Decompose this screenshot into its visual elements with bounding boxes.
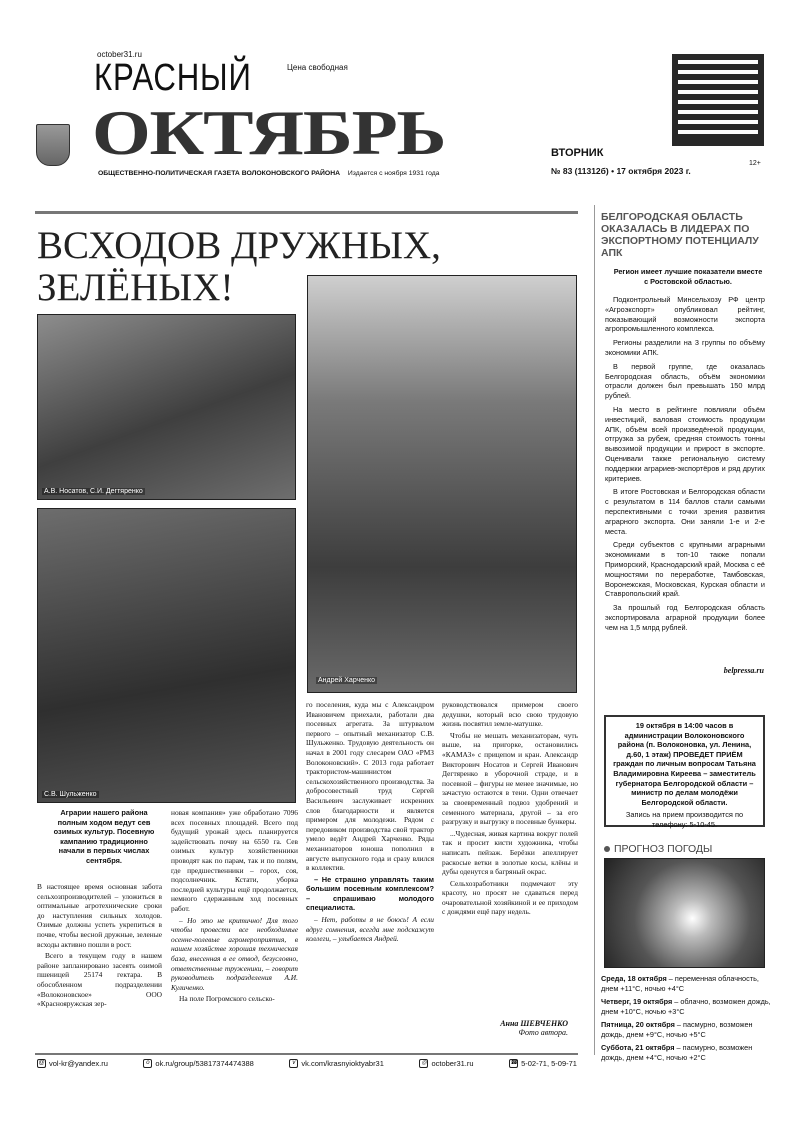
vk-icon: v <box>289 1059 298 1068</box>
paragraph: В итоге Ростовская и Белгородская области с результатом в 114 баллов стали самыми перспективными с точки зрения развития аграрного экспорта. Они заняли 1-е и 2-е места. <box>605 487 765 536</box>
email-icon: @ <box>38 1060 45 1066</box>
newspaper-subtitle <box>98 170 439 177</box>
footer-divider <box>35 1053 578 1055</box>
since-text: Издается с ноября 1931 года <box>347 170 440 177</box>
weather-photo <box>604 858 765 968</box>
paragraph: В первой группе, где оказалась Белгородская область, объём экономики отрасли должен был превышать 150 млрд рублей. <box>605 361 765 401</box>
photo-tractor-driver <box>37 508 296 803</box>
paragraph: – Но это не критично! Для того чтобы провести все необходимые осенне-полевые агромероприятия, в нашем хозяйстве хорошая техническая база, внесенная в ее отвод, безусловно, ответственные труженики, – говорит руководитель подразделения А.И. Куличенко. <box>171 915 298 992</box>
weather-day: Пятница, 20 октября – пасмурно, возможен дождь, днем +9°С, ночью +5°С <box>601 1020 753 1039</box>
footer-vk[interactable]: v vk.com/krasnyioktyabr31 <box>289 1059 384 1068</box>
right-news-body <box>605 295 765 665</box>
paragraph: Сельхозработники подмечают эту красоту, но просят не сдаваться перед очаровательной хозяйкиной и ее приходом с дождями ещё пару недель. <box>442 878 578 917</box>
phone-icon: ☎ <box>510 1060 518 1066</box>
paragraph: Всего в текущем году в нашем районе запланировано засеять озимой пшеницей 25174 гектара. В обособленном подразделении «Волоконовское» ООО «Краснояружская зер- <box>37 951 162 1009</box>
newspaper-title-top: КРАСНЫЙ <box>94 57 252 99</box>
paragraph: го поселения, куда мы с Александром Ивановичем приехали, работали два посевных агрегата. За штурвалом первого – опытный механизатор С.В. Шульженко. Трудовую деятельность он начал в 2001 году слесарем ОАО «РМЗ Волоконовский». С 2013 года работает трактористом-машинистом сельскохозяйственного производства. За добросовестный труд Сергей Васильевич заслуживает искренних слов благодарности и является примером для молодежи. Рядом с передовиком производства свой трактор умело ведёт Андрей Харченко. Ряды механизаторов юноша пополнил в августе выпускного года и сразу влился в коллектив. <box>306 700 434 873</box>
right-news-source: belpressa.ru <box>723 666 764 675</box>
issue-info: № 83 (11312б) • 17 октября 2023 г. <box>551 166 691 176</box>
right-column-divider <box>594 205 595 1055</box>
article-column-1 <box>37 882 162 1040</box>
article-column-3 <box>306 700 434 1040</box>
paragraph: Чтобы не мешать механизаторам, чуть выше, на пригорке, остановились «КАМАЗ» с прицепом и кран. Александр Викторович Носатов и Сергей Иванович Дегтяренко в уборочной страде, и в посевной – фигуры не менее значимые, но зачастую остаются в тени. Одни отвечает за своевременный подвоз удобрений и семенного материала, другой – за его разгрузку и выгрузку в посевные бункеры. <box>442 730 578 827</box>
weather-forecast <box>601 974 771 1066</box>
price-label: Цена свободная <box>287 63 348 72</box>
article-author <box>442 1019 568 1037</box>
author-name: Анна ШЕВЧЕНКО <box>500 1019 568 1028</box>
photo-truck-workers <box>37 314 296 500</box>
paragraph: В настоящее время основная забота сельхозпроизводителей – уложиться в оптимальные агротехнические сроки до наступления сильных холодов. Озимые должны успеть укрепиться в почве, чтобы весной дружные, зеленые всходы активно пошли в рост. <box>37 882 162 949</box>
article-column-4 <box>442 700 578 1018</box>
paragraph: На поле Погромского сельско- <box>179 994 275 1004</box>
right-news-lead: Регион имеет лучшие показатели вместе с Ростовской областью. <box>613 267 763 286</box>
notice-text: 19 октября в 14:00 часов в администрации Волоконовского района (п. Волоконовка, ул. Ленина, д.60, 1 этаж) ПРОВЕДЕТ ПРИЁМ граждан по личным вопросам Татьяна Владимировна Киреева – заместитель губернатора Белгородской области – министр по делам молодёжи Белгородской области. <box>613 721 756 807</box>
article-lead: Аграрии нашего района полным ходом ведут сев озимых культур. Посевную кампанию традиционно начали в первых числах сентября. <box>53 808 155 865</box>
issue-number: № 83 (11312б) <box>551 166 609 176</box>
paragraph: На место в рейтинге повлияли объём инвестиций, валовая стоимость продукции АПК, объём всей произведённой продукции, отгрузка за рубеж, средняя стоимость тонны вывозимой продукции и прирост в экспорте. Оценивали также региональную систему поддержки аграриев-экспортёров и ряд других критериев. <box>605 404 765 483</box>
headline-line-1: ВСХОДОВ ДРУЖНЫХ, <box>37 224 441 267</box>
weather-day: Среда, 18 октября – переменная облачность, днем +11°С, ночью +4°С <box>601 974 759 993</box>
paragraph: ...Чудесная, живая картина вокруг полей так и просит кисти художника, чтобы написать пейзаж. Берёзки апеллирует раскосые ветки в золотые косы, клёны и дубы оденутся в багряный окрас. <box>442 828 578 877</box>
footer-contacts <box>37 1059 577 1068</box>
site-url: oсtober31.ru <box>97 50 142 59</box>
header-divider <box>35 211 578 214</box>
qr-code <box>672 54 764 146</box>
paragraph: Среди субъектов с крупными аграрными экономиками в топ-10 также попали Приморский, Краснодарский край, Москва с её мощностями по переработке, Тамбовская, Воронежская, Московская, Курская области и Ставропольский край. <box>605 540 765 599</box>
footer-email[interactable]: @ vol-kr@yandex.ru <box>38 1059 108 1068</box>
paragraph: – Не страшно управлять таким большим посевным комплексом? – спрашиваю молодого специалиста. <box>306 874 434 913</box>
bullet-icon <box>604 846 610 852</box>
photo-young-mechanic <box>307 275 577 693</box>
paragraph: – Нет, работы я не боюсь! А если вдруг сомнения, всегда мне подскажут коллеги, – улыбается Андрей. <box>306 915 434 944</box>
footer-phones: ☎ 5-02-71, 5-09-71 <box>510 1059 577 1068</box>
issue-date: 17 октября 2023 г. <box>616 166 691 176</box>
coat-of-arms-icon <box>36 124 70 166</box>
article-column-2 <box>171 808 298 1040</box>
photo-caption: Андрей Харченко <box>318 677 376 684</box>
footer-ok[interactable]: o ok.ru/group/53817374474388 <box>143 1059 253 1068</box>
reception-notice <box>604 715 765 827</box>
photo-credit: Фото автора. <box>518 1028 568 1037</box>
newspaper-title-main: ОКТЯБРЬ <box>92 97 446 168</box>
ok-icon: o <box>143 1059 152 1068</box>
weather-title-text: ПРОГНОЗ ПОГОДЫ <box>614 843 713 855</box>
footer-site[interactable]: ◎ oсtober31.ru <box>421 1059 474 1068</box>
right-news-headline: БЕЛГОРОДСКАЯ ОБЛАСТЬ ОКАЗАЛАСЬ В ЛИДЕРАХ ПО ЭКСПОРТНОМУ ПОТЕНЦИАЛУ АПК <box>601 211 759 259</box>
paragraph: Подконтрольный Минсельхозу РФ центр «Агроэкспорт» опубликовал рейтинг, показывающий возможности экспорта агропромышленного комплекса. <box>605 295 765 334</box>
photo-caption: А.В. Носатов, С.И. Дегтяренко <box>44 488 143 495</box>
paragraph: новая компания» уже обработано 7096 всех посевных площадей. Всего под будущий урожай здесь планируется задействовать почву на 6550 га. Сев озимых культур хозяйственники проводят как по парам, так и по полям, где предшественники – горох, соя, подсолнечник. Кстати, уборка последней культуры ещё продолжается, немного сдержанным ход посевных работ. <box>171 808 298 913</box>
headline-line-2: ЗЕЛЁНЫХ! <box>37 266 234 309</box>
paragraph: Регионы разделили на 3 группы по объёму экономики АПК. <box>605 338 765 357</box>
age-rating: 12+ <box>749 160 761 167</box>
globe-icon: ◎ <box>421 1060 427 1066</box>
weather-day: Четверг, 19 октября – облачно, возможен дождь, днем +10°С, ночью +3°С <box>601 997 771 1016</box>
weekday-label: ВТОРНИК <box>551 147 604 159</box>
paragraph: За прошлый год Белгородская область экспортировала аграрной продукции более чем на 1,5 млрд рублей. <box>605 603 765 632</box>
notice-phone: Запись на прием производится по телефону: 5-10-45. <box>625 810 744 829</box>
paragraph: руководствовался примером своего дедушки, который всю свою трудовую жизнь посвятил земле-матушке. <box>442 700 578 729</box>
subtitle-text: ОБЩЕСТВЕННО-ПОЛИТИЧЕСКАЯ ГАЗЕТА ВОЛОКОНОВСКОГО РАЙОНА <box>98 170 341 177</box>
weather-title <box>604 843 712 855</box>
photo-caption: С.В. Шульженко <box>44 791 97 798</box>
weather-day: Суббота, 21 октября – пасмурно, возможен дождь, днем +4°С, ночью +2°С <box>601 1043 753 1062</box>
